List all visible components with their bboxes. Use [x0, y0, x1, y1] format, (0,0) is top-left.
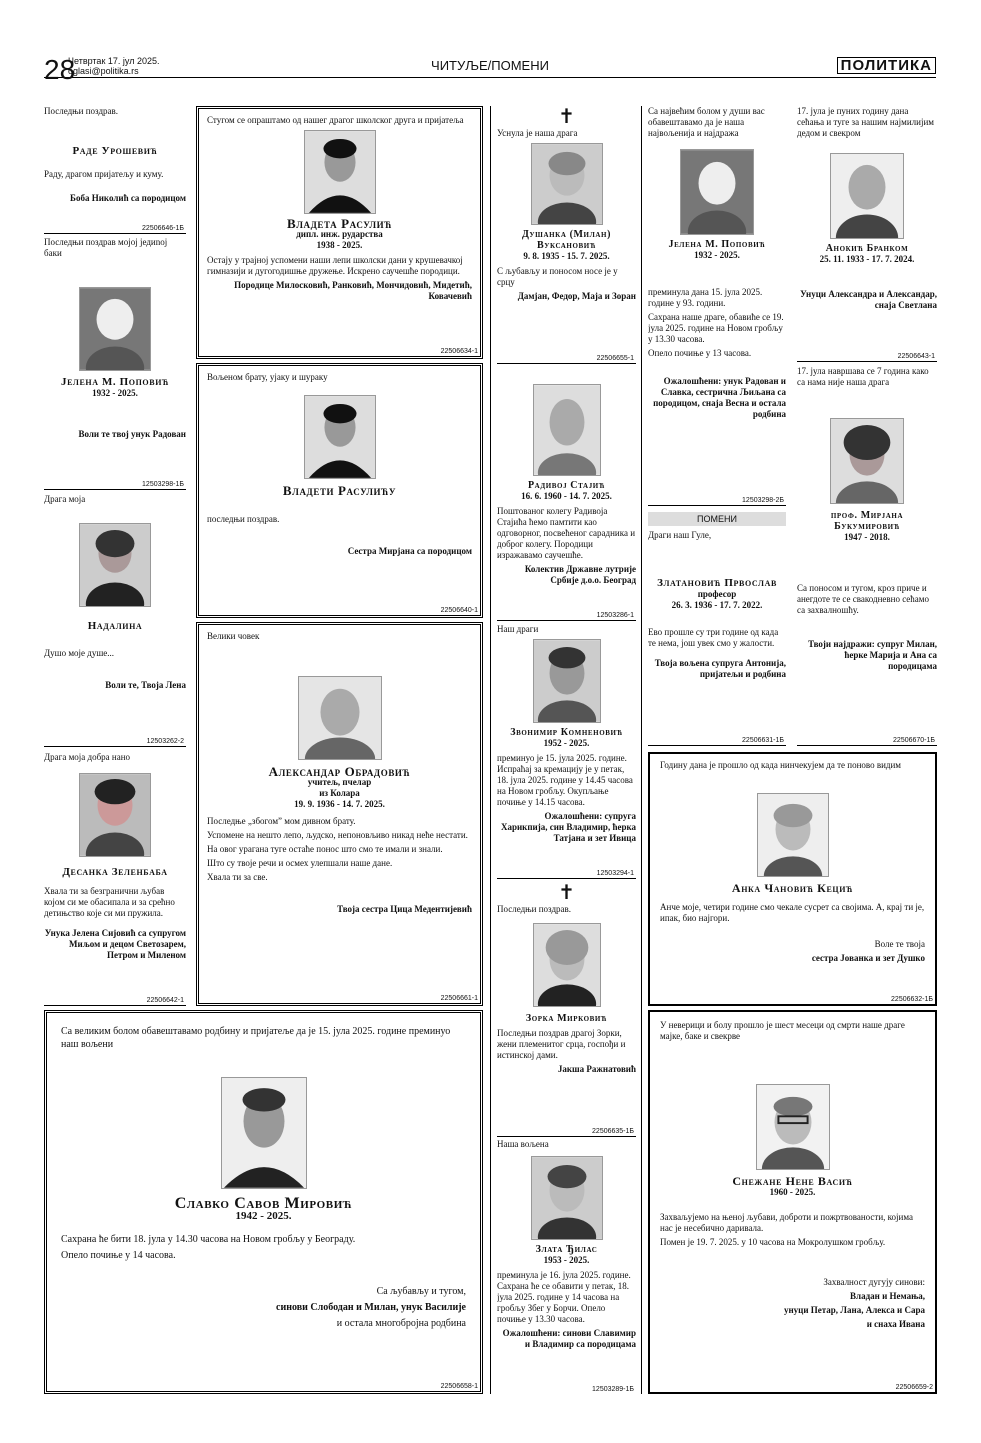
life-years: 1947 - 2018.: [844, 532, 890, 542]
notice-text: Анче моје, четири године смо чекале сусрет са својима. А, крај ти је, ипак, био најгори.: [660, 902, 925, 923]
notice-signature: Твоја вољена супруга Антонија, пријатељи и родбина: [654, 658, 786, 679]
portrait-photo: [830, 418, 904, 504]
notice-signature: Воли те, Твоја Лена: [105, 680, 186, 690]
notice-line: Што су твоје речи и осмех улепшали наше дане.: [207, 858, 393, 868]
notice-text: Ево прошле су три године од када те нема, још увек смо у жалости.: [648, 627, 779, 648]
deceased-name: Анокић Бранком: [825, 243, 909, 254]
header-date: Четвртак 17. јул 2025.: [68, 56, 160, 66]
obituary-notice: [648, 106, 786, 506]
ad-code: 22506632-1Б: [891, 996, 933, 1003]
notice-intro: Последњи поздрав мојој једиnoј баки: [44, 237, 168, 258]
deceased-place: из Колара: [319, 788, 360, 798]
notice-signature: Боба Николић са породицом: [70, 193, 186, 203]
portrait-photo: [79, 773, 151, 857]
notice-signature: Породице Милосковић, Ранковић, Мончидовић, Мидетић, Ковачевић: [234, 280, 472, 301]
page-number: 28: [44, 54, 76, 85]
column-divider: [490, 106, 491, 1394]
obituary-notice: [497, 1139, 636, 1394]
notice-text: преминула је 16. јула 2025. године. Сахрана ће се обавити у петак, 18. јула 2025. године у 14 часова на гробљу Збег у Борчи. Опело почиње у 13.30 часова.: [497, 1270, 631, 1324]
notice-signature: сестра Јованка и зет Душко: [811, 953, 925, 963]
portrait-photo: [304, 395, 376, 479]
deceased-title: учитељ, пчелар: [307, 777, 372, 787]
ad-code: 22506661-1: [440, 995, 478, 1002]
notice-text: Душо моје душе...: [44, 648, 115, 658]
deceased-name: Десанка Зеленбаба: [62, 866, 168, 878]
obituary-notice: [44, 237, 186, 490]
notice-signature: синови Слободан и Милан, унук Василије: [276, 1302, 466, 1313]
ad-code: 22506635-1Б: [592, 1128, 634, 1135]
obituary-notice: [44, 752, 186, 1006]
deceased-name: Владета Расулић: [286, 216, 393, 231]
ad-code: 22506640-1: [440, 607, 478, 614]
notice-intro: Драга моја: [44, 494, 86, 504]
notice-signature: Воле те твоја: [874, 939, 925, 949]
ad-code: 22506631-1Б: [742, 737, 784, 744]
notice-text: Помен је 19. 7. 2025. у 10 часова на Мокролушком гробљу.: [660, 1237, 886, 1247]
notice-intro: Наша вољена: [497, 1139, 549, 1149]
obituary-notice: [497, 366, 636, 621]
life-years: 1932 - 2025.: [92, 388, 138, 398]
ad-code: 12503289-1Б: [592, 1386, 634, 1393]
notice-line: Сахрана ће бити 18. јула у 14.30 часова на Новом гробљу у Београду.: [61, 1234, 356, 1245]
notice-signature: Колектив Државне лутрије Србије д.о.о. Београд: [524, 564, 636, 585]
notice-intro: Последњи поздрав.: [44, 106, 119, 116]
header-email: oglasi@politika.rs: [68, 66, 139, 76]
portrait-photo: [304, 130, 376, 214]
ad-code: 22506659-2: [895, 1384, 933, 1391]
obituary-notice: [497, 882, 636, 1137]
memorial-notice: [797, 366, 937, 746]
notice-signature: Са љубављу и тугом,: [376, 1286, 466, 1297]
notice-signature: Ожалошћени: синови Славимир и Владимир са породицама: [502, 1328, 636, 1349]
notice-text: преминуо је 15. јула 2025. године. Испраћај за кремацију је у петак, 18. јула 2025. године у 14.45 часова на Новом гробљу. Окупљање почиње у 14.15 часова.: [497, 753, 633, 807]
notice-signature: Унуци Александра и Александар, снаја Светлана: [800, 289, 937, 310]
memorial-notice: [648, 752, 937, 1006]
portrait-photo: [531, 1156, 603, 1240]
notice-signature: Ожалошћени: унук Радован и Славка, сестрична Љиљана са породицом, снаја Весна и остала родбина: [653, 376, 786, 419]
notice-intro: Са највећим болом у души вас обавештавамо да је наша највољенија и најдража: [648, 106, 765, 138]
life-years: 1953 - 2025.: [543, 1255, 590, 1265]
notice-signature: Захвалност дугују синови:: [823, 1277, 925, 1287]
notice-text: Хвала ти за безгранични љубав којом си ме обасипала и за срећно детињство које си ми пружила.: [44, 886, 175, 918]
deceased-name: Славко Савов Мировић: [174, 1195, 353, 1212]
life-years: 25. 11. 1933 - 17. 7. 2024.: [819, 254, 915, 264]
ad-code: 12503294-1: [596, 870, 634, 877]
life-years: 1952 - 2025.: [543, 738, 590, 748]
deceased-name: Зорка Мирковић: [525, 1013, 608, 1024]
life-years: 1932 - 2025.: [694, 250, 740, 260]
life-years: 1960 - 2025.: [769, 1187, 816, 1197]
notice-intro: Последњи поздрав.: [497, 904, 572, 914]
deceased-name: Душанка (Милан) Вуксановић: [521, 229, 612, 251]
notice-line: Сахрана наше драге, обавиће се 19. јула 2025. године на Новом гробљу у 13.30 часова.: [648, 312, 784, 344]
notice-signature: Дамјан, Федор, Маја и Зоран: [517, 291, 636, 301]
obituary-notice: [44, 1010, 483, 1394]
ad-code: 22506670-1Б: [893, 737, 935, 744]
portrait-photo: [757, 793, 829, 877]
deceased-name: Раде Урошевић: [72, 145, 158, 157]
notice-intro: Са великим болом обавештавамо родбину и пријатеље да је 15. јула 2025. године преминуо наш вољени: [61, 1026, 451, 1050]
ad-code: 12503262-2: [146, 738, 184, 745]
memorials-banner: ПОМЕНИ: [648, 512, 786, 526]
deceased-name: Надалина: [87, 620, 143, 632]
notice-text: С љубављу и поносом носе је у срцу: [497, 266, 618, 287]
notice-text: Раду, драгом пријатељу и куму.: [44, 169, 164, 179]
notice-line: Хвала ти за све.: [207, 872, 268, 882]
notice-intro: Годину дана је прошло од када нинчекујем да те поново видим: [660, 760, 901, 770]
cross-icon: ✝: [558, 106, 575, 128]
notice-intro: Драги наш Гуле,: [648, 530, 712, 540]
notice-intro: Наш драги: [497, 624, 539, 634]
life-years: 26. 3. 1936 - 17. 7. 2022.: [671, 600, 763, 610]
deceased-name: Владети Расулићу: [282, 483, 397, 498]
deceased-name: Анка Чановић Кецић: [731, 881, 854, 895]
notice-line: преминула дана 15. јула 2025. године у 93. години.: [648, 287, 763, 308]
obituary-notice: [44, 494, 186, 747]
notice-signature: Воли те твој унук Радован: [78, 429, 186, 439]
portrait-photo: [533, 923, 601, 1007]
portrait-photo: [531, 143, 603, 225]
ad-code: 22506643-1: [897, 353, 935, 360]
notice-line: На овог урагана туге остаће понос што смо те имали и знали.: [207, 844, 443, 854]
notice-text: Захваљујемо на њеној љубави, доброти и пожртвованости, којима нас је несебично даривала.: [660, 1212, 913, 1233]
page-header: [44, 52, 936, 85]
obituary-notice: [497, 106, 636, 364]
newspaper-logo: ПОЛИТИКА: [837, 57, 936, 74]
notice-text: Последњи поздрав драгој Зорки, жени племенитог срца, госпођи и истинској дами.: [497, 1028, 626, 1060]
portrait-photo: [79, 523, 151, 607]
notice-text: последњи поздрав.: [207, 514, 280, 524]
ad-code: 22506642-1: [146, 997, 184, 1004]
obituary-notice: [196, 622, 483, 1006]
deceased-name: Александар Обрадовић: [268, 764, 411, 779]
obituary-notice: [44, 106, 186, 234]
notice-intro: 17. јула навршава се 7 година како са нама није наша драга: [797, 366, 929, 387]
notice-intro: 17. јула је пуних годину дана сећања и туге за нашим најмилијим дедом и свекром: [797, 106, 934, 138]
notice-intro: Велики човек: [207, 631, 260, 641]
deceased-name: Радивој Стајић: [527, 480, 606, 491]
notice-signature: Ожалошћени: супруга Харикпија, син Владимир, ћерка Татјана и зет Ивица: [500, 811, 636, 843]
portrait-photo: [79, 287, 151, 371]
memorial-notice: [648, 512, 786, 746]
notice-text: Остају у трајној успомени наши лепи школски дани у крушевачкој гимназији и дугогодишње дружење. Искрено саучешће породици.: [207, 255, 463, 276]
memorial-notice: [797, 106, 937, 362]
portrait-photo: [680, 149, 754, 235]
portrait-photo: [533, 384, 601, 476]
notice-text: Са поносом и тугом, кроз приче и анегдоте те се свакодневно сећамо са захвалношћу.: [797, 583, 929, 615]
notice-line: Опело почиње у 14 часова.: [61, 1250, 176, 1261]
notice-intro: Уснула је наша драга: [497, 128, 578, 138]
notice-signature: Јакша Ражнатовић: [557, 1064, 636, 1074]
portrait-photo: [298, 676, 382, 760]
notice-text: Поштованог колегу Радивоја Стајића ћемо памтити као одговорног, посвећеног сарадника и доброг колегу. Породици изражавамо саучешће.: [497, 506, 636, 560]
deceased-name: проф. Мирјана Букумировић: [830, 510, 904, 532]
portrait-photo: [221, 1077, 307, 1189]
memorial-notice: [648, 1010, 937, 1394]
obituary-notice: [196, 106, 483, 359]
deceased-name: Звонимир Комненовић: [510, 727, 623, 738]
notice-signature: унуци Петар, Лана, Алекса и Сара: [783, 1305, 925, 1315]
portrait-photo: [830, 153, 904, 239]
notice-intro: Вољеном брату, ујаку и шураку: [207, 372, 328, 382]
life-years: 16. 6. 1960 - 14. 7. 2025.: [521, 491, 612, 501]
ad-code: 12503286-1: [596, 612, 634, 619]
column-divider: [641, 106, 642, 1394]
deceased-name: Јелена М. Поповић: [668, 239, 766, 250]
ad-code: 12503298-2Б: [742, 497, 784, 504]
portrait-photo: [533, 639, 601, 723]
portrait-photo: [756, 1084, 830, 1170]
notice-signature: Сестра Мирјана са породицом: [347, 546, 472, 556]
life-years: 19. 9. 1936 - 14. 7. 2025.: [294, 799, 385, 809]
ad-code: 22506655-1: [596, 355, 634, 362]
notice-signature: и остала многобројна родбина: [336, 1318, 466, 1329]
deceased-name: Злата Ђилас: [535, 1244, 598, 1255]
notice-intro: Драга моја добра нано: [44, 752, 131, 762]
ad-code: 22506646-1Б: [142, 225, 184, 232]
life-years: 1942 - 2025.: [235, 1210, 292, 1222]
deceased-name: Јелена М. Поповић: [60, 376, 170, 388]
ad-code: 12503298-1Б: [142, 481, 184, 488]
notice-line: Успомене на нешто лепо, људско, непоновљиво никад неће нестати.: [207, 830, 468, 840]
notice-line: Опело почиње у 13 часова.: [648, 348, 752, 358]
deceased-title: професор: [697, 589, 737, 599]
deceased-name: Златановић Првослав: [657, 577, 777, 589]
obituary-notice: [196, 363, 483, 618]
notice-intro: У неверици и болу прошло је шест месеци од смрти наше драге мајке, баке и свекрве: [660, 1020, 905, 1041]
notice-signature: Твоји најдражи: супруг Милан, ћерке Марија и Ана са породицама: [808, 639, 937, 671]
notice-signature: и снаха Ивана: [866, 1319, 925, 1329]
notice-signature: Твоја сестра Цица Медентијевић: [337, 904, 472, 914]
cross-icon: ✝: [558, 882, 575, 904]
notice-line: Последње „збогом” мом дивном брату.: [207, 816, 356, 826]
ad-code: 22506634-1: [440, 348, 478, 355]
life-years: 9. 8. 1935 - 15. 7. 2025.: [523, 251, 610, 261]
notice-signature: Унука Јелена Сијовић са супругом Миљом и децом Светозарем, Петром и Миленом: [44, 928, 186, 960]
notice-signature: Владан и Немања,: [850, 1291, 925, 1301]
section-title: ЧИТУЉЕ/ПОМЕНИ: [431, 58, 549, 73]
ad-code: 22506658-1: [440, 1383, 478, 1390]
notice-intro: Стугом се опраштамо од нашег драгог школског друга и пријатеља: [207, 115, 464, 125]
obituary-notice: [497, 624, 636, 879]
deceased-name: Снежане Нене Васић: [732, 1174, 853, 1188]
deceased-title: дипл. инж. рударства: [296, 229, 383, 239]
life-years: 1938 - 2025.: [316, 240, 363, 250]
